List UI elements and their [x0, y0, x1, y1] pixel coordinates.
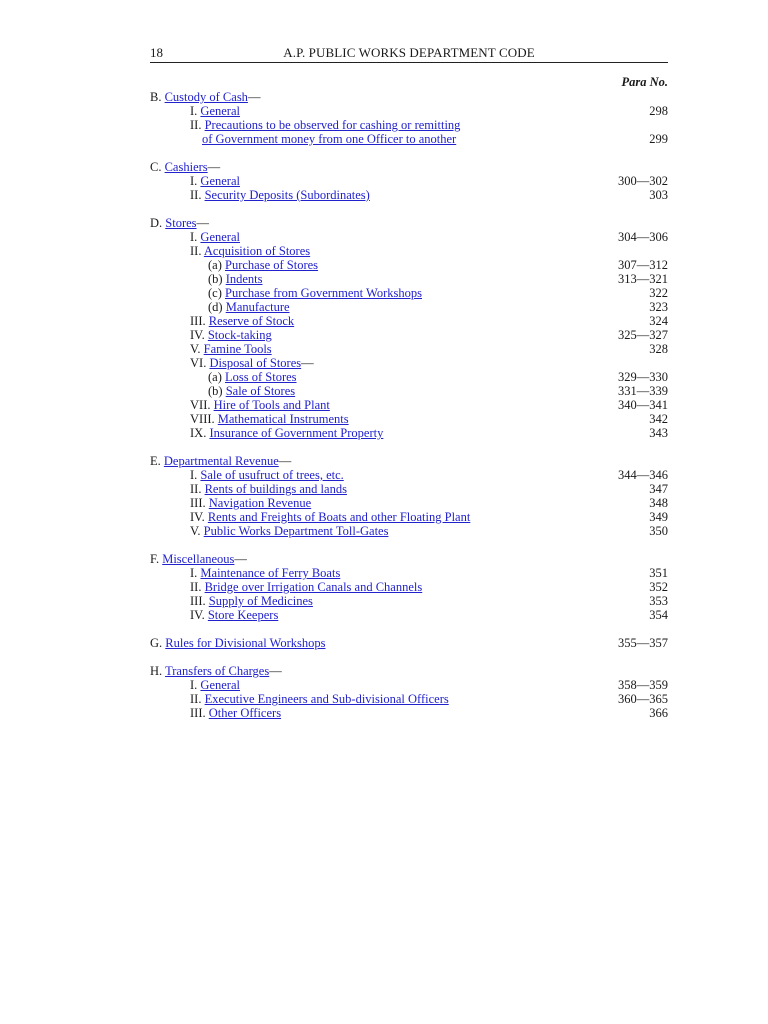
toc-row: [150, 132, 668, 146]
toc-row: [150, 272, 668, 286]
toc-entry-label: [190, 342, 272, 356]
toc-entry-label: [208, 370, 297, 384]
toc-para-number: 354: [649, 608, 668, 622]
toc-entry-prefix: III.: [190, 496, 209, 510]
toc-entry-prefix: H.: [150, 664, 166, 678]
toc-entry-prefix: VII.: [190, 398, 214, 412]
toc-row: [150, 496, 668, 510]
toc-entry-link[interactable]: Rents of buildings and lands: [204, 482, 347, 496]
toc-entry-label: [190, 678, 240, 692]
toc-row: [150, 608, 668, 622]
toc-entry-prefix: IV.: [190, 608, 208, 622]
toc-para-number: 313—321: [618, 272, 668, 286]
toc-entry-link[interactable]: General: [200, 174, 240, 188]
toc-entry-label: [190, 356, 314, 370]
toc-entry-label: [190, 468, 344, 482]
toc-row: [150, 384, 668, 398]
toc-entry-prefix: I.: [190, 678, 201, 692]
toc-entry-prefix: II.: [190, 692, 205, 706]
toc-entry-link[interactable]: Supply of Medicines: [208, 594, 313, 608]
toc-entry-link[interactable]: Maintenance of Ferry Boats: [200, 566, 341, 580]
toc-entry-label: [208, 272, 263, 286]
toc-entry-label: [202, 132, 456, 146]
toc-entry-label: [190, 566, 340, 580]
toc-entry-label: [190, 314, 294, 328]
toc-entry-label: [190, 496, 311, 510]
toc-entry-prefix: I.: [190, 468, 201, 482]
toc-entry-label: [190, 398, 330, 412]
toc-row: [150, 230, 668, 244]
toc-row: [150, 244, 668, 258]
toc-para-number: 324: [649, 314, 668, 328]
toc-entry-label: [150, 90, 260, 104]
toc-para-number: 358—359: [618, 678, 668, 692]
toc-entry-prefix: I.: [190, 174, 201, 188]
toc-entry-label: [150, 454, 291, 468]
toc-para-number: 298: [649, 104, 668, 118]
toc-entry-link[interactable]: Store Keepers: [207, 608, 279, 622]
toc-entry-prefix: (b): [208, 272, 226, 286]
toc-row: [150, 468, 668, 482]
toc-row: [150, 398, 668, 412]
toc-entry-link[interactable]: Departmental Revenue: [163, 454, 279, 468]
toc-entry-label: [190, 426, 383, 440]
toc-entry-link[interactable]: Transfers of Charges: [165, 664, 270, 678]
toc-entry-prefix: I.: [190, 230, 201, 244]
toc-entry-prefix: I.: [190, 566, 201, 580]
toc-para-number: 360—365: [618, 692, 668, 706]
toc-entry-prefix: (a): [208, 258, 225, 272]
toc-entry-link[interactable]: Cashiers: [164, 160, 208, 174]
toc-row: [150, 286, 668, 300]
toc-row: [150, 90, 668, 104]
toc-row: [150, 566, 668, 580]
toc-entry-link[interactable]: Indents: [225, 272, 263, 286]
toc-entry-prefix: (c): [208, 286, 225, 300]
toc-para-number: 329—330: [618, 370, 668, 384]
toc-para-number: 347: [649, 482, 668, 496]
toc-para-number: 304—306: [618, 230, 668, 244]
toc-row: [150, 692, 668, 706]
toc-para-number: 348: [649, 496, 668, 510]
toc-entry-link[interactable]: Manufacture: [225, 300, 290, 314]
toc-entry-prefix: II.: [190, 244, 204, 258]
toc-entry-label: [150, 160, 220, 174]
toc-row: [150, 356, 668, 370]
toc-para-number: 351: [649, 566, 668, 580]
toc-entry-label: [190, 230, 240, 244]
toc-entry-prefix: IV.: [190, 328, 208, 342]
page-number: 18: [150, 45, 163, 60]
toc-entry-label: [150, 664, 282, 678]
toc-entry-prefix: B.: [150, 90, 165, 104]
toc-entry-link[interactable]: Executive Engineers and Sub-divisional Officers: [204, 692, 449, 706]
toc-row: [150, 216, 668, 230]
toc-entry-suffix: —: [207, 160, 221, 174]
toc-row: [150, 188, 668, 202]
toc-entry-link[interactable]: Miscellaneous: [162, 552, 235, 566]
toc-entry-link[interactable]: Famine Tools: [203, 342, 272, 356]
toc-entry-link[interactable]: Loss of Stores: [225, 370, 297, 384]
toc-para-number: 303: [649, 188, 668, 202]
toc-entry-label: [208, 384, 295, 398]
toc-entry-label: [190, 104, 240, 118]
toc-entry-link[interactable]: Insurance of Government Property: [209, 426, 384, 440]
toc-entry-label: [190, 706, 281, 720]
toc-entry-suffix: —: [278, 454, 292, 468]
toc-entry-label: [150, 636, 326, 650]
toc-entry-link[interactable]: General: [200, 678, 240, 692]
toc-para-number: 299: [649, 132, 668, 146]
toc-entry-label: [208, 286, 422, 300]
toc-row: [150, 580, 668, 594]
toc-entry-link[interactable]: Mathematical Instruments: [217, 412, 349, 426]
toc-entry-prefix: IV.: [190, 510, 208, 524]
toc-row: [150, 118, 668, 132]
toc-entry-label: [190, 188, 370, 202]
toc-entry-label: [190, 244, 310, 258]
toc-entry-link[interactable]: Sale of Stores: [225, 384, 296, 398]
toc-entry-suffix: —: [269, 664, 282, 678]
toc-row: [150, 510, 668, 524]
toc-entry-link[interactable]: Custody of Cash: [164, 90, 248, 104]
toc-entry-link[interactable]: Stores: [165, 216, 197, 230]
toc-entry-suffix: —: [234, 552, 247, 566]
toc-row: [150, 258, 668, 272]
toc-entry-label: [150, 552, 247, 566]
toc-row: [150, 300, 668, 314]
toc-entry-prefix: III.: [190, 594, 209, 608]
toc-entry-link[interactable]: Hire of Tools and Plant: [213, 398, 330, 412]
toc-entry-link[interactable]: Bridge over Irrigation Canals and Channels: [204, 580, 423, 594]
table-of-contents: [150, 90, 668, 720]
toc-row: [150, 636, 668, 650]
page-title: A.P. PUBLIC WORKS DEPARTMENT CODE: [283, 45, 535, 60]
toc-row: [150, 664, 668, 678]
toc-entry-label: [190, 482, 347, 496]
toc-para-number: 349: [649, 510, 668, 524]
toc-entry-prefix: I.: [190, 104, 201, 118]
toc-entry-label: [190, 118, 460, 132]
toc-row: [150, 678, 668, 692]
toc-entry-prefix: III.: [190, 706, 209, 720]
toc-entry-link[interactable]: Security Deposits (Subordinates): [204, 188, 370, 202]
toc-para-number: 340—341: [618, 398, 668, 412]
toc-entry-link[interactable]: Rules for Divisional Workshops: [165, 636, 326, 650]
toc-para-number: 342: [649, 412, 668, 426]
toc-entry-link[interactable]: Sale of usufruct of trees, etc.: [200, 468, 344, 482]
toc-row: [150, 426, 668, 440]
toc-para-number: 328: [649, 342, 668, 356]
toc-entry-suffix: —: [301, 356, 314, 370]
toc-entry-label: [190, 692, 449, 706]
para-no-heading: Para No.: [621, 75, 668, 89]
toc-entry-label: [190, 580, 422, 594]
toc-para-number: 355—357: [618, 636, 668, 650]
toc-entry-label: [190, 594, 313, 608]
toc-entry-prefix: (a): [208, 370, 225, 384]
toc-row: [150, 174, 668, 188]
toc-entry-prefix: G.: [150, 636, 166, 650]
page-header: [150, 44, 668, 63]
toc-row: [150, 482, 668, 496]
toc-entry-link[interactable]: General: [200, 230, 240, 244]
toc-entry-prefix: II.: [190, 118, 205, 132]
toc-entry-prefix: II.: [190, 580, 205, 594]
toc-entry-prefix: II.: [190, 188, 205, 202]
toc-para-number: 331—339: [618, 384, 668, 398]
toc-para-number: 350: [649, 524, 668, 538]
toc-entry-prefix: F.: [150, 552, 163, 566]
toc-entry-link[interactable]: Purchase of Stores: [225, 258, 319, 272]
toc-entry-prefix: III.: [190, 314, 209, 328]
toc-para-number: 325—327: [618, 328, 668, 342]
toc-entry-prefix: D.: [150, 216, 166, 230]
toc-entry-prefix: V.: [190, 524, 204, 538]
toc-row: [150, 412, 668, 426]
toc-para-number: 343: [649, 426, 668, 440]
toc-entry-link[interactable]: Stock-taking: [207, 328, 272, 342]
toc-para-number: 353: [649, 594, 668, 608]
toc-row: [150, 160, 668, 174]
toc-entry-prefix: VI.: [190, 356, 210, 370]
toc-entry-prefix: IX.: [190, 426, 210, 440]
toc-entry-label: [190, 328, 272, 342]
toc-entry-link[interactable]: Reserve of Stock: [208, 314, 295, 328]
toc-entry-link[interactable]: Precautions to be observed for cashing or remitting: [204, 118, 461, 132]
toc-row: [150, 104, 668, 118]
toc-entry-label: [190, 510, 470, 524]
toc-entry-link[interactable]: Disposal of Stores: [209, 356, 302, 370]
toc-entry-prefix: E.: [150, 454, 164, 468]
toc-row: [150, 370, 668, 384]
toc-entry-link[interactable]: Navigation Revenue: [208, 496, 312, 510]
toc-row: [150, 706, 668, 720]
toc-entry-link[interactable]: Acquisition of Stores: [203, 244, 311, 258]
toc-entry-label: [190, 412, 349, 426]
toc-entry-link[interactable]: Purchase from Government Workshops: [225, 286, 422, 300]
toc-para-number: 352: [649, 580, 668, 594]
toc-row: [150, 524, 668, 538]
toc-entry-prefix: II.: [190, 482, 205, 496]
toc-para-number: 323: [649, 300, 668, 314]
toc-para-number: 307—312: [618, 258, 668, 272]
toc-entry-link[interactable]: of Government money from one Officer to another: [202, 132, 457, 146]
toc-entry-link[interactable]: Rents and Freights of Boats and other Floating Plant: [207, 510, 471, 524]
toc-entry-label: [150, 216, 209, 230]
toc-entry-prefix: (d): [208, 300, 226, 314]
toc-para-number: 322: [649, 286, 668, 300]
toc-entry-suffix: —: [247, 90, 261, 104]
toc-row: [150, 328, 668, 342]
toc-entry-label: [190, 174, 240, 188]
toc-para-number: 344—346: [618, 468, 668, 482]
toc-entry-label: [190, 608, 278, 622]
toc-row: [150, 594, 668, 608]
toc-entry-label: [208, 258, 318, 272]
toc-para-number: 366: [649, 706, 668, 720]
toc-para-number: 300—302: [618, 174, 668, 188]
toc-entry-link[interactable]: General: [200, 104, 240, 118]
toc-row: [150, 552, 668, 566]
toc-entry-prefix: C.: [150, 160, 165, 174]
toc-row: [150, 342, 668, 356]
toc-entry-prefix: (b): [208, 384, 226, 398]
toc-entry-label: [190, 524, 388, 538]
toc-row: [150, 454, 668, 468]
toc-entry-prefix: VIII.: [190, 412, 218, 426]
toc-entry-link[interactable]: Public Works Department Toll-Gates: [203, 524, 389, 538]
toc-entry-label: [208, 300, 290, 314]
toc-entry-prefix: V.: [190, 342, 204, 356]
toc-entry-suffix: —: [196, 216, 210, 230]
toc-row: [150, 314, 668, 328]
toc-entry-link[interactable]: Other Officers: [208, 706, 282, 720]
